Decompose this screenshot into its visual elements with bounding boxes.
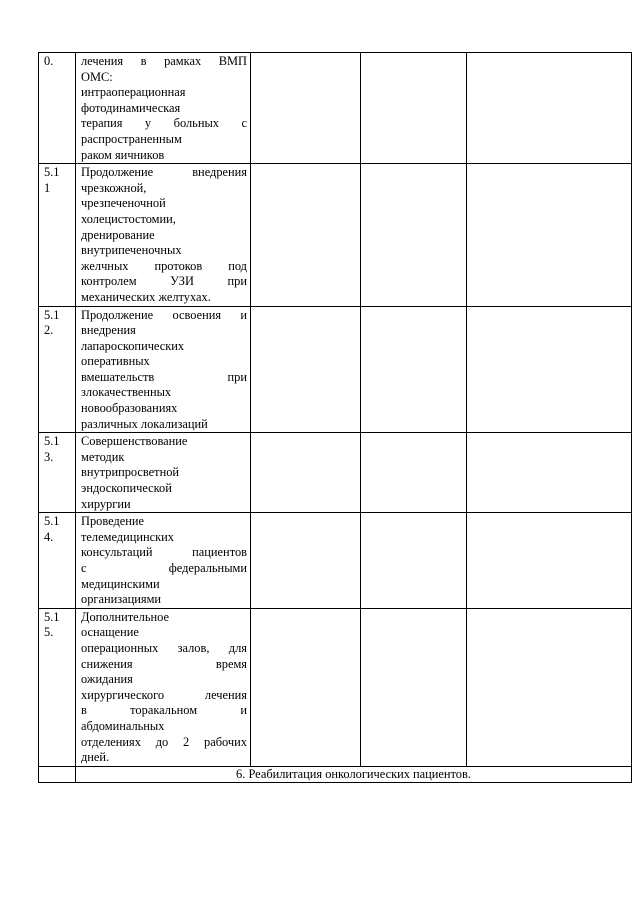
row-name-line: внутрипеченочных — [81, 243, 182, 258]
empty-cell — [467, 433, 632, 513]
row-number-line: 2. — [44, 323, 54, 338]
empty-cell — [361, 513, 467, 609]
row-name-line: чрезпеченочной — [81, 196, 166, 211]
row-name-line: хирургического лечения — [81, 687, 247, 702]
table-row — [39, 53, 632, 164]
row-name-line: эндоскопической — [81, 481, 172, 496]
empty-cell — [361, 433, 467, 513]
row-name-line: внутрипросветной — [81, 465, 180, 480]
row-number-cell — [39, 513, 76, 609]
row-number-line: 3. — [44, 449, 54, 464]
empty-cell — [251, 608, 361, 766]
empty-cell — [251, 433, 361, 513]
row-number-cell — [39, 608, 76, 766]
row-name-line: ожидания — [81, 672, 133, 687]
row-name-line: организациями — [81, 592, 162, 607]
empty-cell — [251, 306, 361, 433]
empty-cell — [361, 164, 467, 306]
table-row — [39, 608, 632, 766]
row-number-line: 5.1 — [44, 165, 60, 180]
row-name-line: Проведение — [81, 514, 145, 529]
row-name-line: лечения в рамках ВМП — [81, 54, 247, 68]
row-number-line: 5. — [44, 625, 54, 640]
row-number-cell — [39, 164, 76, 306]
section-number-cell — [39, 766, 76, 783]
plan-table — [38, 52, 632, 783]
row-number-line: 5.1 — [44, 307, 60, 322]
row-name-cell — [76, 433, 251, 513]
row-name-cell — [76, 608, 251, 766]
section-title: 6. Реабилитация онкологических пациентов. — [76, 766, 632, 783]
row-name-line: злокачественных — [81, 385, 172, 400]
empty-cell — [467, 306, 632, 433]
empty-cell — [467, 513, 632, 609]
row-name-line: распространенным — [81, 131, 182, 146]
row-name-line: желчных протоков под — [81, 258, 247, 273]
row-name-line: Дополнительное — [81, 609, 169, 624]
empty-cell — [361, 53, 467, 164]
empty-cell — [251, 53, 361, 164]
row-name-line: медицинскими — [81, 576, 160, 591]
table-row — [39, 513, 632, 609]
row-name-line: дней. — [81, 750, 110, 765]
row-name-line: Продолжение освоения и — [81, 307, 247, 322]
row-name-line: механических желтухах. — [81, 289, 211, 304]
row-number-line: 5.1 — [44, 434, 60, 449]
empty-cell — [361, 608, 467, 766]
empty-cell — [361, 306, 467, 433]
row-name-line: новообразованиях — [81, 401, 178, 416]
row-name-line: отделениях до 2 рабочих — [81, 734, 247, 749]
empty-cell — [251, 513, 361, 609]
row-name-line: оперативных — [81, 354, 150, 369]
row-name-line: раком яичников — [81, 147, 165, 162]
row-name-line: терапия у больных с — [81, 116, 247, 131]
row-name-line: методик — [81, 449, 125, 464]
row-name-line: снижения время — [81, 656, 247, 671]
row-name-line: Совершенствование — [81, 434, 188, 449]
row-name-line: чрезкожной, — [81, 180, 147, 195]
row-name-line: Продолжение внедрения — [81, 165, 247, 180]
row-name-line: абдоминальных — [81, 718, 165, 733]
row-name-cell — [76, 306, 251, 433]
row-name-cell — [76, 513, 251, 609]
row-name-line: телемедицинских — [81, 529, 174, 544]
row-name-line: с федеральными — [81, 561, 247, 575]
row-name-line: интраоперационная — [81, 85, 186, 100]
row-name-line: лапароскопических — [81, 338, 185, 353]
row-name-line: холецистостомии, — [81, 211, 176, 226]
row-name-line: оснащение — [81, 625, 139, 640]
row-number-line: 5.1 — [44, 609, 60, 624]
empty-cell — [467, 53, 632, 164]
table-body — [39, 53, 632, 783]
empty-cell — [467, 164, 632, 306]
empty-cell — [251, 164, 361, 306]
row-name-cell — [76, 53, 251, 164]
row-name-line: ОМС: — [81, 69, 113, 84]
table-row — [39, 306, 632, 433]
row-name-line: различных локализаций — [81, 416, 208, 431]
row-number-line: 4. — [44, 529, 54, 544]
row-number-cell — [39, 53, 76, 164]
section-row — [39, 766, 632, 783]
row-name-line: дренирование — [81, 227, 155, 242]
row-name-line: вмешательств при — [81, 369, 247, 384]
row-name-line: операционных залов, для — [81, 640, 247, 655]
table-row — [39, 433, 632, 513]
row-number-cell — [39, 306, 76, 433]
row-number-line: 0. — [44, 54, 54, 68]
row-name-line: хирургии — [81, 496, 131, 511]
row-name-line: внедрения — [81, 323, 136, 338]
row-name-line: консультаций пациентов — [81, 545, 247, 560]
row-name-cell — [76, 164, 251, 306]
row-name-line: фотодинамическая — [81, 100, 181, 115]
row-number-cell — [39, 433, 76, 513]
row-name-line: контролем УЗИ при — [81, 274, 247, 289]
row-number-line: 5.1 — [44, 514, 60, 529]
row-number-line: 1 — [44, 180, 51, 195]
table-row — [39, 164, 632, 306]
row-name-line: в торакальном и — [81, 703, 247, 718]
empty-cell — [467, 608, 632, 766]
